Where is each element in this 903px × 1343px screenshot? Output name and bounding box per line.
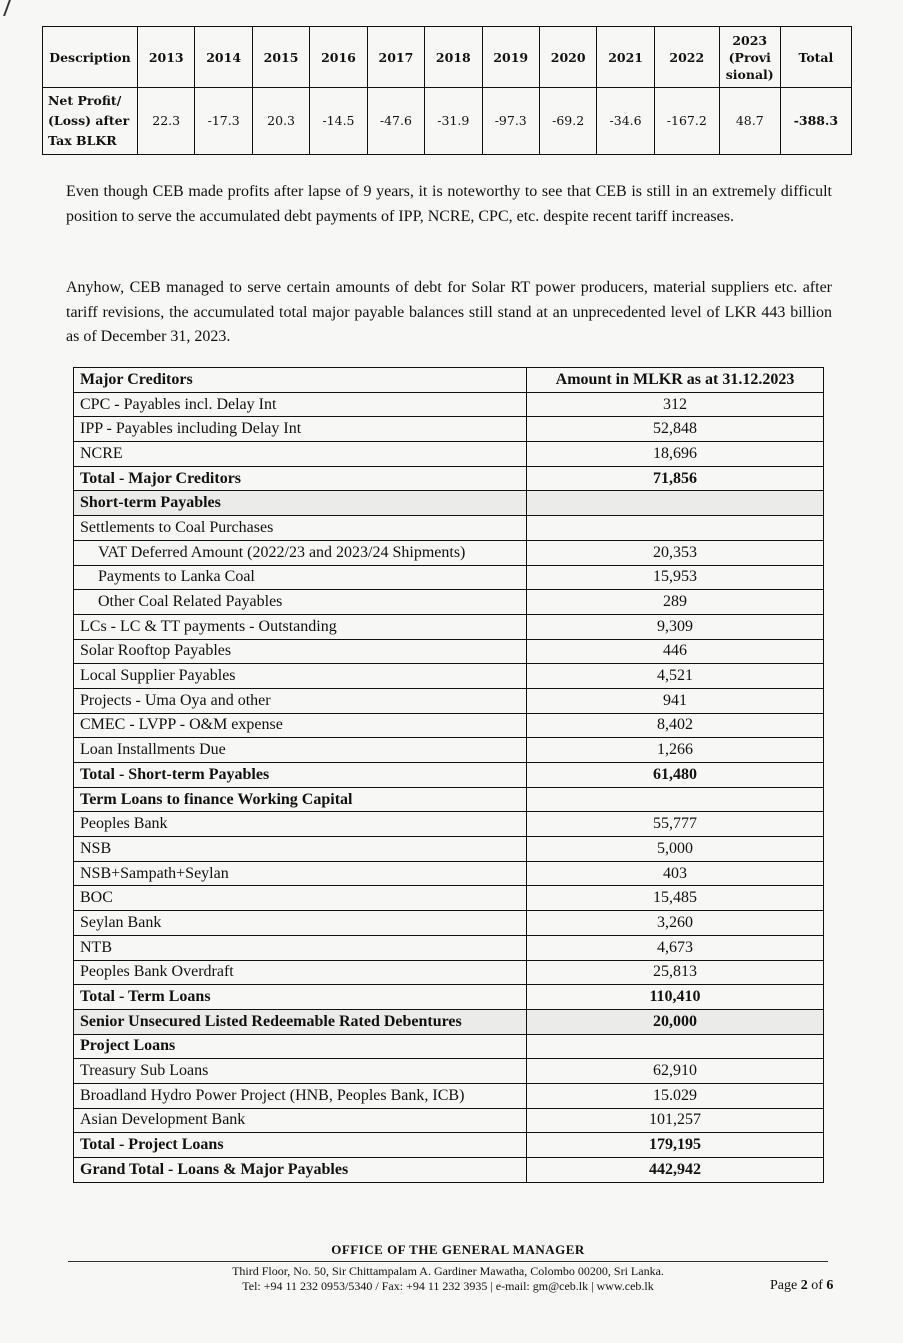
creditor-amount: 179,195 bbox=[527, 1133, 824, 1158]
creditor-label: Total - Short-term Payables bbox=[74, 763, 527, 788]
table-row bbox=[74, 763, 824, 788]
creditor-amount: 4,521 bbox=[527, 664, 824, 689]
creditor-amount bbox=[527, 491, 824, 516]
creditor-label: Local Supplier Payables bbox=[74, 664, 527, 689]
creditor-label: NSB+Sampath+Seylan bbox=[74, 861, 527, 886]
page-number bbox=[770, 1278, 833, 1294]
creditor-amount: 446 bbox=[527, 639, 824, 664]
table-row bbox=[74, 960, 824, 985]
header-2013: 2013 bbox=[138, 27, 195, 88]
creditor-label: BOC bbox=[74, 886, 527, 911]
creditor-amount: 9,309 bbox=[527, 614, 824, 639]
creditor-amount bbox=[527, 516, 824, 541]
header-2018: 2018 bbox=[425, 27, 482, 88]
table-row bbox=[74, 985, 824, 1010]
creditor-label: Total - Project Loans bbox=[74, 1133, 527, 1158]
page-total: 6 bbox=[826, 1278, 834, 1293]
page-prefix: Page bbox=[770, 1278, 801, 1293]
table-row bbox=[74, 861, 824, 886]
page-of: of bbox=[807, 1278, 827, 1293]
table-row bbox=[74, 540, 824, 565]
creditor-amount: 15,485 bbox=[527, 886, 824, 911]
table-row bbox=[74, 935, 824, 960]
table-row bbox=[74, 1059, 824, 1084]
creditor-amount: 941 bbox=[527, 688, 824, 713]
header-2022: 2022 bbox=[654, 27, 719, 88]
creditor-label: Payments to Lanka Coal bbox=[74, 565, 527, 590]
table-row bbox=[74, 1034, 824, 1059]
creditor-amount: 18,696 bbox=[527, 442, 824, 467]
table-row bbox=[74, 565, 824, 590]
pen-mark bbox=[3, 0, 11, 16]
creditor-amount: 5,000 bbox=[527, 837, 824, 862]
table-row bbox=[74, 590, 824, 615]
table-row bbox=[74, 1133, 824, 1158]
creditor-amount bbox=[527, 787, 824, 812]
creditor-label: Project Loans bbox=[74, 1034, 527, 1059]
header-2023: 2023 (Provi sional) bbox=[719, 27, 780, 88]
table-row bbox=[74, 639, 824, 664]
creditor-amount: 1,266 bbox=[527, 738, 824, 763]
creditor-label: Term Loans to finance Working Capital bbox=[74, 787, 527, 812]
creditor-label: Asian Development Bank bbox=[74, 1108, 527, 1133]
creditor-label: Settlements to Coal Purchases bbox=[74, 516, 527, 541]
creditor-label: Other Coal Related Payables bbox=[74, 590, 527, 615]
header-2019: 2019 bbox=[482, 27, 539, 88]
table-row bbox=[74, 688, 824, 713]
net-profit-table bbox=[42, 26, 852, 155]
creditor-label: VAT Deferred Amount (2022/23 and 2023/24 Shipments) bbox=[74, 540, 527, 565]
value-2016: -14.5 bbox=[310, 88, 367, 155]
creditor-label: CPC - Payables incl. Delay Int bbox=[74, 392, 527, 417]
header-amount: Amount in MLKR as at 31.12.2023 bbox=[527, 368, 824, 393]
profit-table-header-row bbox=[43, 27, 852, 88]
creditor-label: Grand Total - Loans & Major Payables bbox=[74, 1158, 527, 1183]
creditor-label: Treasury Sub Loans bbox=[74, 1059, 527, 1084]
table-row bbox=[74, 442, 824, 467]
profit-table-row bbox=[43, 88, 852, 155]
table-row bbox=[74, 417, 824, 442]
creditor-amount: 8,402 bbox=[527, 713, 824, 738]
creditor-amount: 101,257 bbox=[527, 1108, 824, 1133]
creditor-label: Broadland Hydro Power Project (HNB, Peoples Bank, ICB) bbox=[74, 1083, 527, 1108]
header-major-creditors: Major Creditors bbox=[74, 368, 527, 393]
creditor-amount: 25,813 bbox=[527, 960, 824, 985]
value-2018: -31.9 bbox=[425, 88, 482, 155]
table-row bbox=[74, 664, 824, 689]
value-2020: -69.2 bbox=[539, 88, 596, 155]
creditor-label: Loan Installments Due bbox=[74, 738, 527, 763]
row-label: Net Profit/ (Loss) after Tax BLKR bbox=[43, 88, 138, 155]
table-row bbox=[74, 491, 824, 516]
value-2019: -97.3 bbox=[482, 88, 539, 155]
creditor-label: NTB bbox=[74, 935, 527, 960]
value-total: -388.3 bbox=[780, 88, 851, 155]
table-row bbox=[74, 392, 824, 417]
table-row bbox=[74, 1083, 824, 1108]
header-2014: 2014 bbox=[195, 27, 252, 88]
creditor-label: Senior Unsecured Listed Redeemable Rated Debentures bbox=[74, 1009, 527, 1034]
creditor-label: Peoples Bank bbox=[74, 812, 527, 837]
creditor-label: Solar Rooftop Payables bbox=[74, 639, 527, 664]
creditor-label: Projects - Uma Oya and other bbox=[74, 688, 527, 713]
creditor-label: Seylan Bank bbox=[74, 911, 527, 936]
creditor-amount: 20,353 bbox=[527, 540, 824, 565]
creditor-amount: 55,777 bbox=[527, 812, 824, 837]
table-row bbox=[74, 1009, 824, 1034]
table-row bbox=[74, 787, 824, 812]
creditor-amount: 4,673 bbox=[527, 935, 824, 960]
creditor-label: CMEC - LVPP - O&M expense bbox=[74, 713, 527, 738]
creditor-label: Total - Term Loans bbox=[74, 985, 527, 1010]
creditor-amount: 15.029 bbox=[527, 1083, 824, 1108]
value-2017: -47.6 bbox=[367, 88, 424, 155]
paragraph-1: Even though CEB made profits after lapse of 9 years, it is noteworthy to see that CEB is still in an extremely difficult position to serve the accumulated debt payments of IPP, NCRE, CPC, etc. despite recent tariff increases. bbox=[66, 183, 832, 225]
header-2016: 2016 bbox=[310, 27, 367, 88]
creditor-amount: 71,856 bbox=[527, 466, 824, 491]
value-2013: 22.3 bbox=[138, 88, 195, 155]
table-row bbox=[74, 1108, 824, 1133]
creditor-amount: 62,910 bbox=[527, 1059, 824, 1084]
table-row bbox=[74, 738, 824, 763]
header-description: Description bbox=[43, 27, 138, 88]
creditor-amount: 20,000 bbox=[527, 1009, 824, 1034]
value-2015: 20.3 bbox=[252, 88, 309, 155]
paragraph-2: Anyhow, CEB managed to serve certain amounts of debt for Solar RT power producers, material suppliers etc. after tariff revisions, the accumulated total major payable balances still stand at an unprecedented level of LKR 443 billion as of December 31, 2023. bbox=[66, 279, 832, 345]
table-row bbox=[74, 837, 824, 862]
value-2014: -17.3 bbox=[195, 88, 252, 155]
page-current: 2 bbox=[800, 1278, 808, 1293]
footer-address: Third Floor, No. 50, Sir Chittampalam A. Gardiner Mawatha, Colombo 00200, Sri Lanka. bbox=[232, 1264, 664, 1278]
creditor-label: Total - Major Creditors bbox=[74, 466, 527, 491]
table-row bbox=[74, 713, 824, 738]
creditor-label: NCRE bbox=[74, 442, 527, 467]
table-row bbox=[74, 1158, 824, 1183]
header-2021: 2021 bbox=[597, 27, 654, 88]
creditor-label: LCs - LC & TT payments - Outstanding bbox=[74, 614, 527, 639]
creditor-amount: 61,480 bbox=[527, 763, 824, 788]
creditor-label: NSB bbox=[74, 837, 527, 862]
footer-office-title: OFFICE OF THE GENERAL MANAGER bbox=[331, 1242, 585, 1257]
page-footer bbox=[68, 1242, 848, 1293]
header-2015: 2015 bbox=[252, 27, 309, 88]
header-total: Total bbox=[780, 27, 851, 88]
table-row bbox=[74, 911, 824, 936]
table-row bbox=[74, 466, 824, 491]
creditor-amount: 312 bbox=[527, 392, 824, 417]
creditor-amount: 52,848 bbox=[527, 417, 824, 442]
table-row bbox=[74, 516, 824, 541]
creditors-header-row bbox=[74, 368, 824, 393]
creditor-label: Peoples Bank Overdraft bbox=[74, 960, 527, 985]
creditor-amount bbox=[527, 1034, 824, 1059]
footer-divider bbox=[68, 1261, 828, 1262]
table-row bbox=[74, 886, 824, 911]
footer-address-block bbox=[68, 1264, 828, 1294]
table-row bbox=[74, 614, 824, 639]
creditor-label: Short-term Payables bbox=[74, 491, 527, 516]
creditor-amount: 289 bbox=[527, 590, 824, 615]
creditor-label: IPP - Payables including Delay Int bbox=[74, 417, 527, 442]
header-2017: 2017 bbox=[367, 27, 424, 88]
creditor-amount: 403 bbox=[527, 861, 824, 886]
creditor-amount: 3,260 bbox=[527, 911, 824, 936]
creditor-amount: 442,942 bbox=[527, 1158, 824, 1183]
header-2020: 2020 bbox=[539, 27, 596, 88]
footer-contact: Tel: +94 11 232 0953/5340 / Fax: +94 11 232 3935 | e-mail: gm@ceb.lk | www.ceb.lk bbox=[242, 1279, 654, 1293]
value-2021: -34.6 bbox=[597, 88, 654, 155]
creditor-amount: 110,410 bbox=[527, 985, 824, 1010]
creditor-amount: 15,953 bbox=[527, 565, 824, 590]
value-2022: -167.2 bbox=[654, 88, 719, 155]
table-row bbox=[74, 812, 824, 837]
major-creditors-table bbox=[73, 367, 824, 1183]
value-2023: 48.7 bbox=[719, 88, 780, 155]
